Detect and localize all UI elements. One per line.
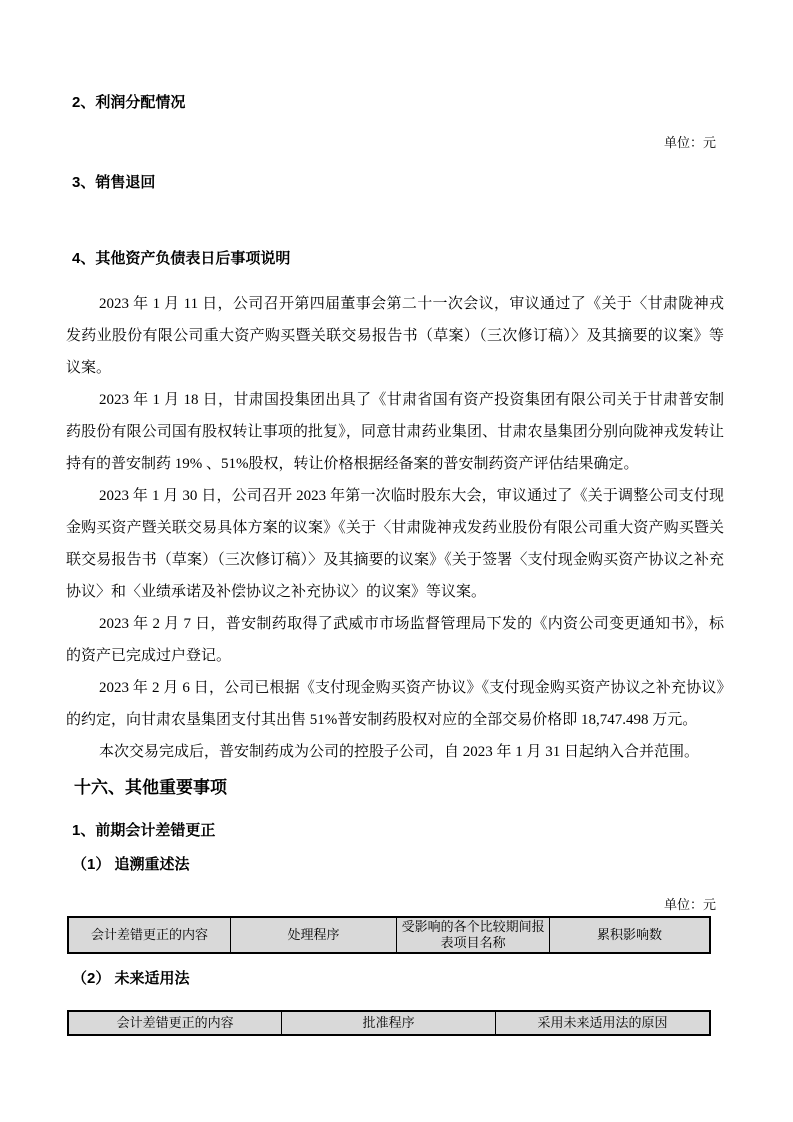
paragraph-board-meeting: 2023 年 1 月 11 日，公司召开第四届董事会第二十一次会议，审议通过了《关于〈甘肃陇神戎发药业股份有限公司重大资产购买暨关联交易报告书（草案）（三次修订稿）〉及其摘要的议案》等议案。 bbox=[66, 296, 724, 376]
col-header-error-content: 会计差错更正的内容 bbox=[68, 1011, 282, 1035]
paragraph-sasac-approval: 2023 年 1 月 18 日，甘肃国投集团出具了《甘肃省国有资产投资集团有限公司关于甘肃普安制药股份有限公司国有股权转让事项的批复》，同意甘肃药业集团、甘肃农垦集团分别向陇神戎发转让持有的普安制药 19% 、51%股权，转让价格根据经备案的普安制药资产评估结果确定。 bbox=[66, 392, 724, 472]
heading-prior-period-error-correction: 1、前期会计差错更正 bbox=[72, 822, 216, 839]
paragraph-consolidation: 本次交易完成后，普安制药成为公司的控股子公司，自 2023 年 1 月 31 日起纳入合并范围。 bbox=[99, 744, 700, 760]
col-header-cumulative-impact: 累积影响数 bbox=[549, 917, 710, 953]
col-header-affected-items: 受影响的各个比较期间报表项目名称 bbox=[397, 917, 550, 953]
col-header-treatment-procedure: 处理程序 bbox=[230, 917, 396, 953]
unit-label-table: 单位：元 bbox=[663, 897, 716, 912]
col-header-approval-procedure: 批准程序 bbox=[282, 1011, 496, 1035]
retrospective-restatement-table bbox=[67, 916, 711, 954]
paragraph-payment: 2023 年 2 月 6 日，公司已根据《支付现金购买资产协议》《支付现金购买资产协议之补充协议》的约定，向甘肃农垦集团支付其出售 51%普安制药股权对应的全部交易价格即 18,747.498 万元。 bbox=[66, 680, 724, 728]
heading-retrospective-restatement: （1） 追溯重述法 bbox=[72, 856, 190, 873]
heading-sales-return: 3、销售退回 bbox=[72, 174, 156, 191]
heading-prospective-application: （2） 未来适用法 bbox=[72, 970, 190, 987]
body-paragraphs bbox=[66, 288, 724, 768]
col-header-prospective-reason: 采用未来适用法的原因 bbox=[496, 1011, 710, 1035]
col-header-error-content: 会计差错更正的内容 bbox=[68, 917, 230, 953]
heading-post-balance-sheet-events: 4、其他资产负债表日后事项说明 bbox=[72, 250, 291, 267]
prospective-application-table bbox=[67, 1010, 711, 1036]
table-header-row bbox=[68, 1011, 710, 1035]
paragraph-registration-change: 2023 年 2 月 7 日，普安制药取得了武威市市场监督管理局下发的《内资公司变更通知书》，标的资产已完成过户登记。 bbox=[66, 616, 724, 664]
paragraph-shareholder-meeting: 2023 年 1 月 30 日，公司召开 2023 年第一次临时股东大会，审议通过了《关于调整公司支付现金购买资产暨关联交易具体方案的议案》《关于〈甘肃陇神戎发药业股份有限公司重大资产购买暨关联交易报告书（草案）（三次修订稿）〉及其摘要的议案》《关于签署〈支付现金购买资产协议之补充协议〉和〈业绩承诺及补偿协议之补充协议〉的议案》等议案。 bbox=[66, 488, 724, 600]
table-header-row bbox=[68, 917, 710, 953]
unit-label-top: 单位：元 bbox=[663, 135, 716, 150]
heading-profit-distribution: 2、利润分配情况 bbox=[72, 94, 186, 111]
heading-other-important-matters: 十六、其他重要事项 bbox=[74, 778, 227, 797]
